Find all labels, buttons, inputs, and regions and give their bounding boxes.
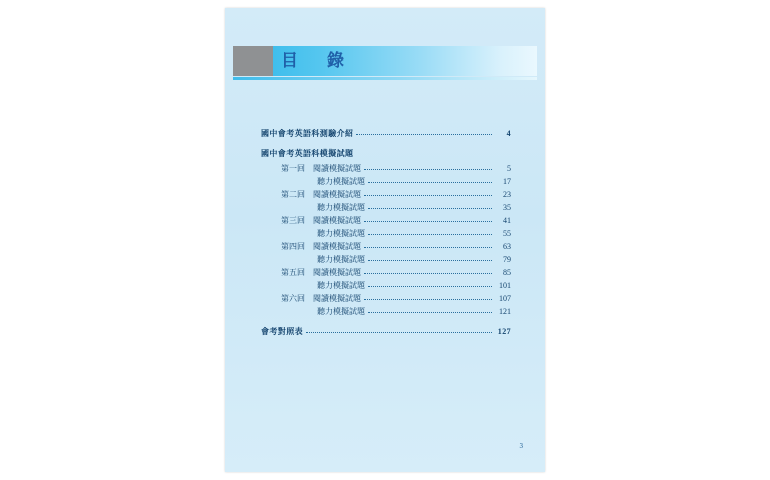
toc-entry-label: 國中會考英語科模擬試題 (261, 149, 354, 158)
toc-entry[interactable] (261, 241, 511, 252)
toc-entry-label: 第五回 (281, 268, 305, 277)
toc-header (233, 46, 537, 82)
toc-entry[interactable] (261, 267, 511, 278)
toc-entry[interactable] (261, 293, 511, 304)
toc-entry-sublabel: 閱讀模擬試題 (313, 242, 361, 251)
toc-leader-dots (364, 169, 492, 170)
toc-entry-page: 41 (503, 216, 511, 225)
toc-leader-dots (364, 221, 492, 222)
toc-entry-label: 第六回 (281, 294, 305, 303)
toc-entry-label: 第二回 (281, 190, 305, 199)
toc-entry[interactable] (261, 280, 511, 291)
toc-entry-page: 127 (497, 327, 511, 336)
page-number: 3 (519, 442, 523, 450)
toc-entry[interactable] (261, 306, 511, 317)
toc-entry-page: 4 (506, 129, 511, 138)
toc-leader-dots (368, 182, 492, 183)
toc-list (261, 128, 511, 339)
toc-entry-label: 第三回 (281, 216, 305, 225)
toc-entry-page: 101 (499, 281, 511, 290)
toc-leader-dots (364, 299, 492, 300)
toc-entry-label: 第一回 (281, 164, 305, 173)
toc-entry-sublabel: 聽力模擬試題 (317, 229, 365, 238)
toc-entry[interactable] (261, 128, 511, 139)
toc-leader-dots (368, 312, 492, 313)
header-gradient-band (233, 46, 537, 76)
toc-leader-dots (364, 247, 492, 248)
toc-entry-page: 5 (507, 164, 511, 173)
toc-leader-dots (368, 286, 492, 287)
document-page (225, 8, 545, 472)
toc-leader-dots (368, 234, 492, 235)
toc-entry-page: 63 (503, 242, 511, 251)
toc-entry-sublabel: 聽力模擬試題 (317, 281, 365, 290)
toc-entry-sublabel: 閱讀模擬試題 (313, 190, 361, 199)
toc-leader-dots (306, 332, 492, 333)
toc-leader-dots (364, 195, 492, 196)
toc-entry[interactable] (261, 215, 511, 226)
toc-entry-page: 55 (503, 229, 511, 238)
toc-entry[interactable] (261, 254, 511, 265)
toc-entry[interactable] (261, 176, 511, 187)
toc-entry-page: 23 (503, 190, 511, 199)
toc-entry-page: 79 (503, 255, 511, 264)
toc-entry[interactable] (261, 326, 511, 337)
toc-leader-dots (356, 134, 492, 135)
toc-leader-dots (364, 273, 492, 274)
toc-entry-page: 17 (503, 177, 511, 186)
toc-entry-label: 會考對照表 (261, 327, 303, 336)
toc-entry-sublabel: 閱讀模擬試題 (313, 268, 361, 277)
toc-entry-sublabel: 閱讀模擬試題 (313, 216, 361, 225)
toc-entry-sublabel: 聽力模擬試題 (317, 255, 365, 264)
toc-entry-page: 107 (499, 294, 511, 303)
toc-entry-page: 121 (499, 307, 511, 316)
toc-entry-label: 國中會考英語科測驗介紹 (261, 129, 354, 138)
toc-leader-dots (368, 260, 492, 261)
header-gray-block (233, 46, 273, 76)
toc-entry-label: 第四回 (281, 242, 305, 251)
toc-entry-sublabel: 聽力模擬試題 (317, 203, 365, 212)
header-underline (233, 77, 537, 80)
toc-entry[interactable] (261, 189, 511, 200)
toc-entry-sublabel: 閱讀模擬試題 (313, 164, 361, 173)
toc-entry[interactable] (261, 228, 511, 239)
toc-entry-page: 85 (503, 268, 511, 277)
toc-entry[interactable] (261, 148, 511, 159)
toc-entry-sublabel: 閱讀模擬試題 (313, 294, 361, 303)
toc-entry-sublabel: 聽力模擬試題 (317, 307, 365, 316)
page-title: 目 錄 (281, 51, 350, 71)
toc-entry[interactable] (261, 202, 511, 213)
toc-entry-page: 35 (503, 203, 511, 212)
toc-leader-dots (368, 208, 492, 209)
toc-entry[interactable] (261, 163, 511, 174)
toc-entry-sublabel: 聽力模擬試題 (317, 177, 365, 186)
